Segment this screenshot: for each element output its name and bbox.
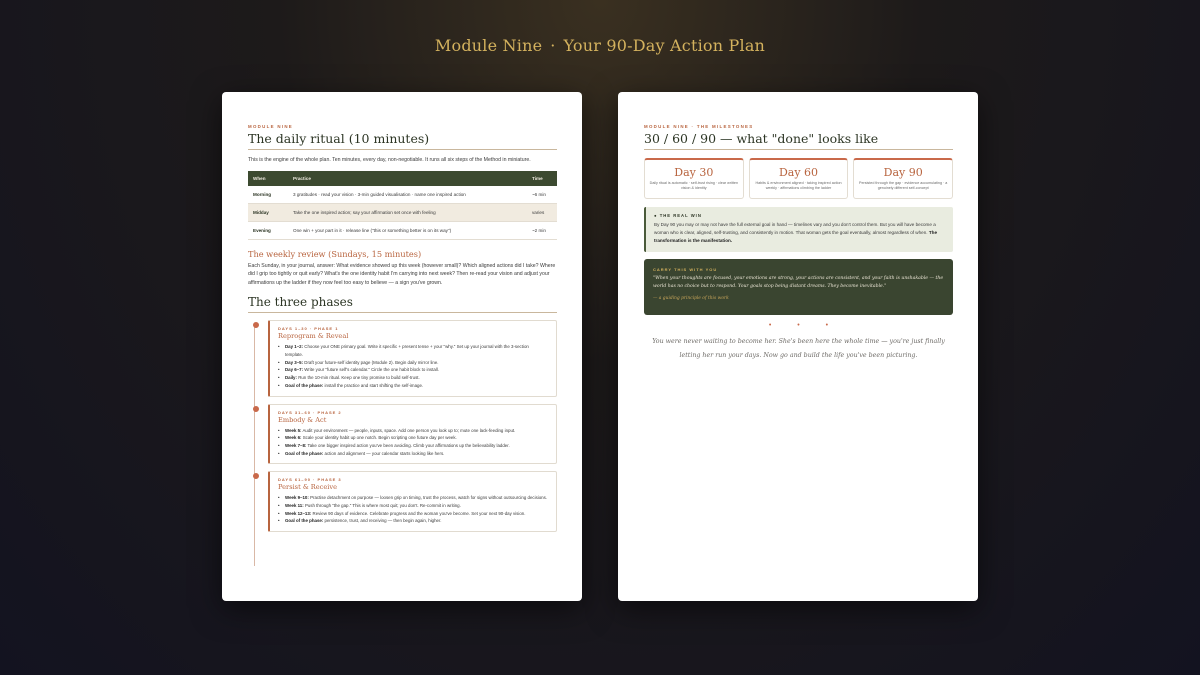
header-separator: · [550, 36, 556, 55]
milestone-title: Day 30 [674, 166, 714, 179]
phase-list [278, 427, 548, 458]
list-item: • Week 7–8: Take one bigger inspired action you've been avoiding. Climb your affirmations up the believability ladder. [278, 442, 548, 450]
col-practice: Practice [288, 171, 527, 186]
list-item: • Week 11: Push through "the gap." This is where most quit; you don't. Re-commit in writing. [278, 502, 548, 510]
row-when: Evening [248, 221, 288, 239]
phase-list [278, 494, 548, 525]
carry-this-callout [644, 259, 953, 315]
milestone-title: Day 90 [883, 166, 923, 179]
milestones-title: 30 / 60 / 90 — what "done" looks like [644, 131, 953, 150]
right-kicker: MODULE NINE · THE MILESTONES [644, 124, 754, 129]
timeline-dot [253, 473, 259, 479]
phase-list [278, 343, 548, 389]
phase-kicker: DAYS 31–60 · PHASE 2 [278, 409, 342, 415]
list-item: • Week 5: Audit your environment — people, inputs, space. Add one person you look up to; mute one lack-feeding input. [278, 427, 548, 435]
list-item: • Week 6: Scale your identity habit up one notch. Begin scripting one future day per week. [278, 434, 548, 442]
col-when: When [248, 171, 288, 186]
milestone-title: Day 60 [778, 166, 819, 179]
ritual-table [248, 171, 557, 240]
header-title: Your 90-Day Action Plan [563, 36, 766, 55]
table-row [248, 221, 557, 239]
list-item: • Day 3–5: Draft your future-self identity page (Module 2). Begin daily mirror line. [278, 359, 548, 367]
milestone-desc: Habits & environment aligned · taking inspired action weekly · affirmations climbing the ladder [755, 181, 842, 191]
carry-attribution: — a guiding principle of this work [653, 295, 729, 301]
list-item: • Day 6–7: Write your "future self's calendar." Circle the one habit block to install. [278, 366, 548, 374]
right-page [618, 92, 978, 601]
milestone-desc: Daily ritual is automatic · self-trust rising · clear written vision & identity [649, 181, 738, 191]
carry-kicker: CARRY THIS WITH YOU [653, 267, 718, 273]
list-item: • Day 1–2: Choose your ONE primary goal. Write it specific + present tense + your "why." Set up your journal with the 3-section template. [278, 343, 548, 358]
closing-paragraph: You were never waiting to become her. She's been here the whole time — you're just finally letting her run your days. Now go and build the life you've been picturing. [652, 338, 945, 359]
document-header [0, 36, 1200, 55]
phase-3-card [268, 471, 557, 532]
list-item: • Goal of the phase: action and alignment — your calendar starts looking like hers. [278, 450, 548, 458]
list-item: • Daily: Run the 10-min ritual. Keep one tiny promise to build self-trust. [278, 374, 548, 382]
phase-title: Reprogram & Reveal [278, 332, 349, 341]
ritual-table-header [248, 171, 557, 186]
real-win-title: ● THE REAL WIN [654, 213, 702, 218]
phase-title: Embody & Act [278, 415, 327, 424]
list-item: • Week 12–13: Review 90 days of evidence. Celebrate progress and the woman you've become. Set your next 90-day vision. [278, 510, 548, 518]
left-kicker: MODULE NINE [248, 124, 294, 129]
milestone-desc: Persisted through the gap · evidence accumulating · a genuinely different self-concept [859, 181, 948, 191]
daily-ritual-intro: This is the engine of the whole plan. Ten minutes, every day, non-negotiable. It runs all six steps of the Method in miniature. [248, 157, 531, 163]
phase-title: Persist & Receive [278, 483, 337, 492]
three-phases-title: The three phases [248, 295, 557, 313]
table-row [248, 203, 557, 221]
table-row [248, 186, 557, 204]
row-time: varies [527, 203, 557, 221]
real-win-bold: The transformation is the manifestation. [654, 230, 938, 244]
carry-quote: "When your thoughts are focused, your emotions are strong, your actions are consistent, and your faith is unshakable — the world has no choice but to respond. Your goals stop being distant dreams. They become inevitable." [653, 276, 944, 289]
list-item: • Goal of the phase: persistence, trust, and receiving — then begin again, higher. [278, 517, 548, 525]
phase-kicker: DAYS 61–90 · PHASE 3 [278, 477, 342, 483]
phase-2-card [268, 404, 557, 465]
header-module: Module Nine [434, 36, 543, 55]
milestone-card-day-30 [644, 158, 744, 199]
list-item: • Goal of the phase: install the practice and start shifting the self-image. [278, 382, 548, 390]
row-time: ~6 min [527, 186, 557, 204]
timeline-line [254, 324, 255, 566]
left-page-content [248, 124, 557, 539]
right-page-content [644, 124, 953, 363]
phase-kicker: DAYS 1–30 · PHASE 1 [278, 326, 339, 332]
col-time: Time [527, 171, 557, 186]
list-item: • Week 9–10: Practise detachment on purpose — loosen grip on timing, trust the process, watch for signs without outsourcing decisions. [278, 494, 548, 502]
timeline-dot [253, 322, 259, 328]
row-practice: One win + your part in it · release line ("this or something better is on its way") [288, 221, 527, 239]
daily-ritual-title: The daily ritual (10 minutes) [248, 131, 557, 150]
row-practice: 3 gratitudes · read your vision · 3-min guided visualisation · name one inspired action [288, 186, 527, 204]
row-when: Midday [248, 203, 288, 221]
row-when: Morning [248, 186, 288, 204]
row-practice: Take the one inspired action; say your affirmation set once with feeling [288, 203, 527, 221]
real-win-text: By Day 90 you may or may not have the full external goal in hand — timelines vary and you don't control them. But you will have become a woman who is clear, aligned, self-trusting, and consistently in motion. That woman gets the goal eventually, almost regardless of when. The transformation is the manifestation. [654, 222, 938, 244]
milestone-card-day-90 [853, 158, 953, 199]
left-page [222, 92, 582, 601]
phases-timeline [248, 320, 557, 532]
weekly-review-title: The weekly review (Sundays, 15 minutes) [248, 248, 422, 259]
phase-1-card [268, 320, 557, 396]
milestone-card-day-60 [749, 158, 849, 199]
row-time: ~2 min [527, 221, 557, 239]
real-win-callout [644, 207, 953, 252]
section-divider: • • • [768, 322, 841, 330]
weekly-review-text: Each Sunday, in your journal, answer: What evidence showed up this week (however small)? Which aligned actions did I take? Where did I grip too tightly or quit early? What's the one identity habit I'm carrying into next week? Then re-read your vision and adjust your affirmations up the ladder if they now feel too easy to believe — a sign you've grown. [248, 262, 556, 286]
timeline-dot [253, 406, 259, 412]
milestone-cards [644, 158, 953, 199]
